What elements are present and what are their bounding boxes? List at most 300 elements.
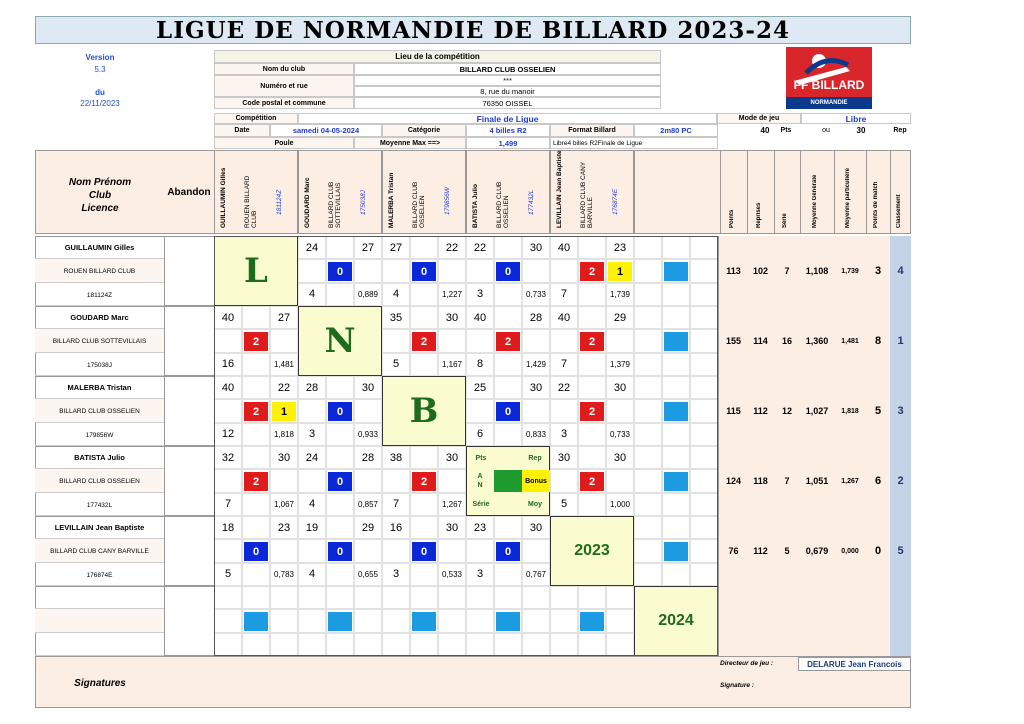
diagonal-cell: B xyxy=(382,376,466,446)
match-subcell xyxy=(690,563,718,586)
mode-rep-label: Rep xyxy=(893,127,907,134)
match-subcell xyxy=(326,633,354,656)
match-reprises: 30 xyxy=(529,382,543,394)
match-subcell xyxy=(578,586,606,609)
col-player-club: BILLARD CLUB CANY BARVILLE xyxy=(580,162,594,228)
match-subcell xyxy=(522,329,550,353)
match-subcell xyxy=(242,563,270,586)
match-subcell xyxy=(466,329,494,353)
match-subcell xyxy=(270,539,298,563)
match-serie: 3 xyxy=(560,428,568,440)
stat-value: 155 xyxy=(725,336,742,346)
version-label: Version xyxy=(85,53,115,62)
match-subcell xyxy=(690,493,718,516)
match-subcell xyxy=(578,236,606,259)
match-subcell xyxy=(522,609,550,633)
match-points-box: 2 xyxy=(580,332,604,351)
player-licence: 181124Z xyxy=(86,291,113,299)
legend-bonus: Bonus xyxy=(522,470,550,492)
match-subcell xyxy=(242,306,270,329)
match-serie: 7 xyxy=(560,288,568,300)
match-subcell xyxy=(634,399,662,423)
match-bonus-box: 1 xyxy=(272,402,296,421)
match-points: 24 xyxy=(305,452,319,464)
col-player-licence: 177432L xyxy=(528,189,535,215)
col-player-name: BATISTA Julio xyxy=(472,184,479,228)
match-subcell xyxy=(522,399,550,423)
competition-desc: Libre4 billes R2Finale de Ligue xyxy=(550,137,718,149)
match-subcell xyxy=(662,516,690,539)
match-subcell xyxy=(326,376,354,399)
moyenne-max-label: Moyenne Max ==> xyxy=(354,137,466,149)
stat-value: 7 xyxy=(784,476,790,486)
match-reprises: 28 xyxy=(361,452,375,464)
diagonal-cell: N xyxy=(298,306,382,376)
match-subcell xyxy=(354,399,382,423)
categorie-value: 4 billes R2 xyxy=(466,124,550,137)
match-subcell xyxy=(298,469,326,493)
name-subcell xyxy=(35,609,164,633)
match-reprises: 23 xyxy=(277,522,291,534)
match-subcell xyxy=(242,446,270,469)
empty-match-box xyxy=(664,472,688,491)
match-subcell xyxy=(354,469,382,493)
match-moyenne: 1,267 xyxy=(441,499,463,509)
match-moyenne: 0,655 xyxy=(357,569,379,579)
match-serie: 5 xyxy=(392,358,400,370)
match-moyenne: 1,000 xyxy=(609,499,631,509)
match-subcell xyxy=(438,329,466,353)
match-points-box: 2 xyxy=(412,472,436,491)
match-subcell xyxy=(662,306,690,329)
signature-label: Signature : xyxy=(720,682,754,689)
match-subcell xyxy=(410,306,438,329)
match-subcell xyxy=(662,236,690,259)
stat-value: 112 xyxy=(753,546,768,556)
match-serie: 5 xyxy=(560,498,568,510)
legend-serie: Série xyxy=(472,500,490,508)
match-subcell xyxy=(634,236,662,259)
match-subcell xyxy=(270,469,298,493)
abandon-cell[interactable] xyxy=(164,586,214,656)
match-subcell xyxy=(494,236,522,259)
match-subcell xyxy=(382,539,410,563)
match-subcell xyxy=(466,609,494,633)
match-points-box: 0 xyxy=(328,262,352,281)
stat-value: 115 xyxy=(726,406,741,416)
match-subcell xyxy=(214,329,242,353)
match-moyenne: 0,933 xyxy=(357,429,379,439)
stat-value: 3 xyxy=(874,265,882,277)
col-player-licence: 175038J xyxy=(360,190,367,215)
match-subcell xyxy=(382,609,410,633)
header-name-block xyxy=(60,176,140,216)
header-licence: Licence xyxy=(81,203,119,214)
legend-moy: Moy xyxy=(528,500,542,508)
match-subcell xyxy=(242,423,270,446)
col-player-name: MALERBA Tristan xyxy=(388,172,395,228)
name-subcell xyxy=(35,586,164,609)
match-subcell xyxy=(410,563,438,586)
stat-value: 5 xyxy=(897,545,904,557)
match-subcell xyxy=(578,376,606,399)
match-subcell xyxy=(550,633,578,656)
match-points: 40 xyxy=(221,312,235,324)
mode-ou: ou xyxy=(822,127,830,134)
match-subcell xyxy=(242,353,270,376)
col-player-licence: 176874E xyxy=(612,188,619,215)
match-subcell xyxy=(214,633,242,656)
diagonal-cell: 2024 xyxy=(634,586,718,656)
match-moyenne: 1,167 xyxy=(441,359,463,369)
match-points: 30 xyxy=(557,452,571,464)
empty-match-box xyxy=(664,542,688,561)
match-subcell xyxy=(326,563,354,586)
match-subcell xyxy=(578,423,606,446)
numero-value: *** xyxy=(354,75,661,86)
match-subcell xyxy=(354,259,382,283)
match-subcell xyxy=(382,259,410,283)
player-name: GUILLAUMIN Gilles xyxy=(64,242,135,252)
match-subcell xyxy=(634,329,662,353)
match-reprises: 30 xyxy=(613,452,627,464)
match-subcell xyxy=(298,259,326,283)
match-reprises: 22 xyxy=(277,382,291,394)
match-points: 38 xyxy=(389,452,403,464)
match-subcell xyxy=(214,539,242,563)
player-name: GOUDARD Marc xyxy=(70,312,129,322)
match-bonus-box: 1 xyxy=(608,262,632,281)
match-subcell xyxy=(634,353,662,376)
match-points: 25 xyxy=(473,382,487,394)
stat-value: 1,818 xyxy=(841,407,859,415)
stat-value: 16 xyxy=(781,336,792,346)
match-subcell xyxy=(298,633,326,656)
stat-value: 1,027 xyxy=(805,406,829,416)
match-points-box: 0 xyxy=(496,542,520,561)
col-player-club: BILLARD CLUB OSSELIEN xyxy=(496,181,510,228)
match-subcell xyxy=(550,399,578,423)
match-subcell xyxy=(578,633,606,656)
match-subcell xyxy=(522,586,550,609)
match-reprises: 30 xyxy=(445,312,459,324)
match-points-box: 0 xyxy=(412,262,436,281)
abandon-cell[interactable] xyxy=(164,306,214,376)
classement-cell xyxy=(890,586,911,656)
match-reprises: 30 xyxy=(277,452,291,464)
match-subcell xyxy=(410,586,438,609)
empty-match-box xyxy=(328,612,352,631)
categorie-label: Catégorie xyxy=(382,124,466,137)
match-subcell xyxy=(634,516,662,539)
col-player-club: BILLARD CLUB OSSELIEN xyxy=(412,181,426,228)
col-player-name: GUILLAUMIN Gilles xyxy=(220,167,227,228)
mode-pts-label: Pts xyxy=(780,127,792,134)
match-serie: 5 xyxy=(224,568,232,580)
page-title: LIGUE DE NORMANDIE DE BILLARD 2023-24 xyxy=(35,16,911,44)
stat-value: 1,267 xyxy=(841,477,859,485)
match-points-box: 2 xyxy=(244,472,268,491)
match-serie: 3 xyxy=(476,288,484,300)
match-points: 35 xyxy=(389,312,403,324)
match-subcell xyxy=(410,353,438,376)
header-abandon: Abandon xyxy=(167,186,211,198)
version-number: 5.3 xyxy=(94,65,106,74)
match-subcell xyxy=(634,306,662,329)
legend-rep: Rep xyxy=(528,454,542,462)
match-subcell xyxy=(690,236,718,259)
match-points-box: 0 xyxy=(496,402,520,421)
match-subcell xyxy=(494,586,522,609)
player-licence: 176874E xyxy=(86,571,113,579)
match-moyenne: 0,767 xyxy=(525,569,547,579)
match-subcell xyxy=(494,516,522,539)
mode-label: Mode de jeu xyxy=(717,113,801,124)
match-moyenne: 1,739 xyxy=(609,289,631,299)
abandon-cell[interactable] xyxy=(164,516,214,586)
match-serie: 3 xyxy=(476,568,484,580)
mode-points: 40 xyxy=(760,126,770,135)
logo-region: NORMANDIE xyxy=(786,97,872,109)
match-serie: 4 xyxy=(308,568,316,580)
stat-value: 76 xyxy=(728,546,739,556)
match-reprises: 30 xyxy=(445,452,459,464)
match-reprises: 30 xyxy=(361,382,375,394)
match-subcell xyxy=(662,283,690,306)
match-subcell xyxy=(634,423,662,446)
match-subcell xyxy=(298,539,326,563)
match-subcell xyxy=(466,259,494,283)
match-subcell xyxy=(242,516,270,539)
stat-value: 8 xyxy=(874,335,882,347)
match-subcell xyxy=(690,353,718,376)
match-serie: 4 xyxy=(392,288,400,300)
match-subcell xyxy=(438,259,466,283)
match-points: 40 xyxy=(557,312,571,324)
date-value: samedi 04-05-2024 xyxy=(270,124,382,137)
mode-reprises: 30 xyxy=(856,126,866,135)
empty-match-box xyxy=(244,612,268,631)
stat-value: 5 xyxy=(874,405,882,417)
match-subcell xyxy=(550,469,578,493)
match-subcell xyxy=(662,353,690,376)
legend-match-points-box xyxy=(494,470,522,492)
abandon-cell[interactable] xyxy=(164,446,214,516)
match-subcell xyxy=(550,609,578,633)
match-subcell xyxy=(298,399,326,423)
player-name: MALERBA Tristan xyxy=(67,382,132,392)
match-subcell xyxy=(242,586,270,609)
match-reprises: 22 xyxy=(445,242,459,254)
match-serie: 6 xyxy=(476,428,484,440)
stat-value: 114 xyxy=(753,336,768,346)
stat-value: 3 xyxy=(897,405,904,417)
match-subcell xyxy=(606,399,634,423)
match-points-box: 0 xyxy=(412,542,436,561)
match-moyenne: 0,783 xyxy=(273,569,295,579)
player-licence: 177432L xyxy=(86,501,113,509)
numero-label: Numéro et rue xyxy=(214,75,354,97)
match-subcell xyxy=(690,539,718,563)
match-subcell xyxy=(662,563,690,586)
match-subcell xyxy=(690,516,718,539)
match-subcell xyxy=(690,329,718,353)
col-player-club: BILLARD CLUB SOTTEVILLAIS xyxy=(328,181,342,228)
match-points: 40 xyxy=(221,382,235,394)
match-points: 18 xyxy=(221,522,235,534)
stat-value: 118 xyxy=(753,476,768,486)
match-points: 22 xyxy=(557,382,571,394)
match-subcell xyxy=(466,586,494,609)
match-moyenne: 1,067 xyxy=(273,499,295,509)
competition-label: Compétition xyxy=(214,113,298,124)
match-subcell xyxy=(550,586,578,609)
stat-value: 12 xyxy=(781,406,792,416)
stat-header: Reprises xyxy=(755,202,762,228)
match-subcell xyxy=(382,469,410,493)
match-subcell xyxy=(410,446,438,469)
match-points-box: 0 xyxy=(328,402,352,421)
stat-value: 6 xyxy=(874,475,882,487)
match-subcell xyxy=(354,539,382,563)
match-subcell xyxy=(466,399,494,423)
match-subcell xyxy=(662,423,690,446)
match-subcell xyxy=(438,586,466,609)
version-date: 22/11/2023 xyxy=(80,99,120,108)
match-points: 19 xyxy=(305,522,319,534)
match-points-box: 0 xyxy=(496,262,520,281)
col-player-licence: 181124Z xyxy=(276,189,283,215)
match-subcell xyxy=(270,586,298,609)
match-serie: 7 xyxy=(560,358,568,370)
player-club: BILLARD CLUB OSSELIEN xyxy=(59,477,140,485)
match-subcell xyxy=(494,353,522,376)
col-player-club: ROUEN BILLARD CLUB xyxy=(244,175,258,228)
stat-value: 2 xyxy=(897,475,904,487)
competition-value: Finale de Ligue xyxy=(298,113,717,124)
match-subcell xyxy=(438,469,466,493)
player-club: BILLARD CLUB CANY BARVILLE xyxy=(50,547,149,555)
directeur-label: Directeur de jeu : xyxy=(720,660,774,667)
player-name: BATISTA Julio xyxy=(74,452,125,462)
stat-value: 5 xyxy=(784,546,790,556)
match-serie: 4 xyxy=(308,288,316,300)
match-points: 40 xyxy=(473,312,487,324)
match-reprises: 29 xyxy=(613,312,627,324)
stat-value: 113 xyxy=(726,266,741,276)
match-subcell xyxy=(522,539,550,563)
match-points: 27 xyxy=(389,242,403,254)
match-points: 28 xyxy=(305,382,319,394)
player-licence: 179856W xyxy=(85,431,114,439)
match-serie: 12 xyxy=(221,428,235,440)
abandon-cell[interactable] xyxy=(164,376,214,446)
stat-value: 4 xyxy=(897,265,904,277)
club-label: Nom du club xyxy=(214,63,354,75)
stat-header: Points de match xyxy=(873,181,879,228)
moyenne-max-value: 1,499 xyxy=(466,137,550,149)
match-subcell xyxy=(606,633,634,656)
match-subcell xyxy=(690,376,718,399)
match-points: 23 xyxy=(473,522,487,534)
match-subcell xyxy=(606,586,634,609)
match-serie: 8 xyxy=(476,358,484,370)
match-subcell xyxy=(382,633,410,656)
empty-match-box xyxy=(496,612,520,631)
match-subcell xyxy=(494,306,522,329)
match-subcell xyxy=(634,493,662,516)
match-subcell xyxy=(578,493,606,516)
legend-pts: Pts xyxy=(475,454,487,462)
match-subcell xyxy=(438,609,466,633)
match-subcell xyxy=(690,399,718,423)
match-subcell xyxy=(354,609,382,633)
match-moyenne: 0,733 xyxy=(525,289,547,299)
abandon-cell[interactable] xyxy=(164,236,214,306)
match-subcell xyxy=(466,539,494,563)
match-serie: 3 xyxy=(308,428,316,440)
match-points-box: 0 xyxy=(244,542,268,561)
player-club: BILLARD CLUB SOTTEVILLAIS xyxy=(52,337,147,345)
match-reprises: 27 xyxy=(277,312,291,324)
match-subcell xyxy=(354,633,382,656)
match-subcell xyxy=(382,329,410,353)
match-reprises: 29 xyxy=(361,522,375,534)
stat-value: 7 xyxy=(784,266,790,276)
match-moyenne: 0,857 xyxy=(357,499,379,509)
match-points: 40 xyxy=(557,242,571,254)
player-name: LEVILLAIN Jean Baptiste xyxy=(54,522,145,532)
match-reprises: 30 xyxy=(529,242,543,254)
match-serie: 7 xyxy=(224,498,232,510)
match-subcell xyxy=(606,609,634,633)
rue-value: 8, rue du manoir xyxy=(354,86,661,97)
poule-label: Poule xyxy=(214,137,354,149)
match-subcell xyxy=(578,283,606,306)
match-subcell xyxy=(690,259,718,283)
match-subcell xyxy=(634,376,662,399)
version-du: du xyxy=(95,88,105,97)
match-subcell xyxy=(298,586,326,609)
match-subcell xyxy=(634,539,662,563)
match-subcell xyxy=(438,633,466,656)
match-subcell xyxy=(326,423,354,446)
match-subcell xyxy=(382,586,410,609)
stat-value: 0 xyxy=(874,545,882,557)
match-subcell xyxy=(242,493,270,516)
match-points: 32 xyxy=(221,452,235,464)
match-subcell xyxy=(494,376,522,399)
match-subcell xyxy=(634,283,662,306)
stat-header: Série xyxy=(782,213,788,228)
match-subcell xyxy=(578,306,606,329)
stat-header: Moyenne particulière xyxy=(845,167,851,228)
match-points-box: 2 xyxy=(412,332,436,351)
stat-value: 124 xyxy=(725,476,742,486)
match-moyenne: 1,227 xyxy=(441,289,463,299)
match-subcell xyxy=(326,283,354,306)
match-reprises: 30 xyxy=(529,522,543,534)
match-subcell xyxy=(270,329,298,353)
match-subcell xyxy=(494,283,522,306)
match-points-box: 2 xyxy=(244,402,268,421)
empty-match-box xyxy=(664,332,688,351)
match-points: 16 xyxy=(389,522,403,534)
player-club: ROUEN BILLARD CLUB xyxy=(63,267,136,275)
stats-block xyxy=(718,586,890,656)
stat-value: 1,051 xyxy=(805,476,829,486)
match-subcell xyxy=(270,609,298,633)
